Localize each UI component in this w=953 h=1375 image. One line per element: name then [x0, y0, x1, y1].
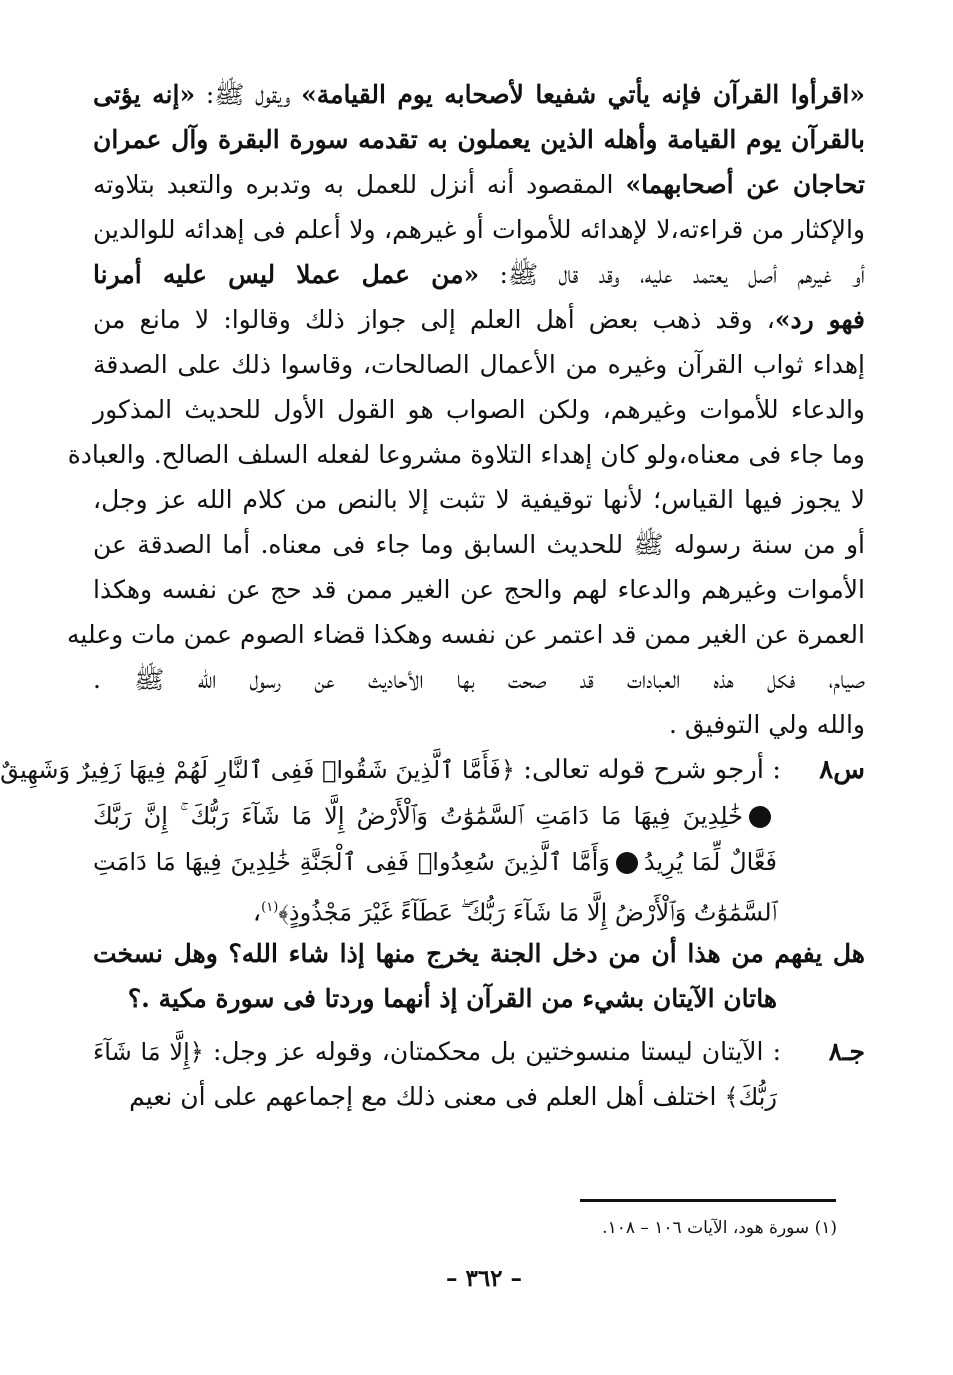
hadith-text: بالقرآن يوم القيامة وأهله الذين يعملون به تقدمه سورة البقرة وآل عمران — [93, 125, 865, 154]
verse-text: وَأَمَّا ٱلَّذِينَ سُعِدُوا۟ فَفِى ٱلْجَنَّةِ خَٰلِدِينَ فِيهَا مَا دَامَتِ — [93, 848, 610, 876]
body-text: والإكثار من قراءته،لا لإهدائه للأموات أو غيرهم، ولا أعلم فى إهدائه للوالدين — [93, 215, 865, 244]
verse-text: فَعَّالٌ لِّمَا يُرِيدُ — [643, 848, 777, 876]
body-text: أو من سنة رسوله ﷺ للحديث السابق وما جاء فى معناه. أما الصدقة عن — [93, 530, 865, 559]
verse-text: خَٰلِدِينَ فِيهَا مَا دَامَتِ ٱلسَّمَٰوَٰتُ وَٱلْأَرْضُ إِلَّا مَا شَآءَ رَبُّكَ ۚ إِنَّ رَبَّكَ — [93, 802, 743, 830]
question-line — [0, 747, 865, 793]
body-line — [93, 342, 865, 387]
body-line — [93, 567, 865, 612]
body-line — [93, 522, 865, 567]
body-line — [93, 207, 865, 252]
body-text: إهداء ثواب القرآن وغيره من الأعمال الصالحات، وقاسوا ذلك على الصدقة — [93, 350, 866, 379]
question-block — [0, 747, 865, 1021]
answer-line — [93, 1074, 865, 1119]
page-number: – ٣٦٢ – — [445, 1265, 523, 1292]
body-text: الأموات وغيرهم والدعاء لهم والحج عن الغير ممن قد حج عن نفسه وهكذا — [93, 575, 865, 604]
body-line — [93, 387, 865, 432]
body-text: وما جاء فى معناه،ولو كان إهداء التلاوة مشروعا لفعله السلف الصالح. والعبادة — [67, 440, 865, 469]
body-text: لا يجوز فيها القياس؛ لأنها توقيفية لا تثبت إلا بالنص من كلام الله عز وجل، — [93, 485, 865, 514]
fatwa-text — [67, 72, 866, 747]
page-body — [0, 72, 866, 1119]
hadith-text: «إنه يؤتى — [93, 80, 196, 109]
answer-line — [93, 1029, 865, 1074]
body-line — [93, 702, 865, 747]
question-label: س٨ — [819, 755, 865, 785]
body-text: والدعاء للأموات وغيرهم، ولكن الصواب هو القول الأول للحديث المذكور — [93, 395, 865, 424]
footnote-divider — [580, 1199, 836, 1202]
question-followup-text: هل يفهم من هذا أن من دخل الجنة يخرج منها إذا شاء الله؟ وهل نسخت — [93, 939, 865, 968]
question-intro: : أرجو شرح قوله تعالى: — [514, 755, 781, 785]
body-text: ويقول ﷺ: — [195, 80, 302, 109]
hadith-text: «اقرأوا القرآن فإنه يأتي شفيعا لأصحابه يوم القيامة» — [301, 80, 865, 109]
verse-text: ٱلسَّمَٰوَٰتُ وَٱلْأَرْضُ إِلَّا مَا شَآءَ رَبُّكَ ۖ عَطَآءً غَيْرَ مَجْذُوذٍ﴾ — [278, 898, 777, 927]
verse-line — [93, 839, 865, 885]
question-followup-text: هاتان الآيتان بشيء من القرآن إذ أنهما وردتا فى سورة مكية .؟ — [127, 984, 777, 1013]
body-line — [93, 72, 865, 117]
hadith-text: فهو رد» — [774, 305, 865, 334]
body-text: صيام، فكل هذه العبادات قد صحت بها الأحاديث عن رسول الله ﷺ . — [93, 665, 865, 694]
body-line — [93, 297, 865, 342]
body-line — [93, 117, 865, 162]
verse-text: رَبُّكَ﴾ — [724, 1083, 777, 1111]
body-text: العمرة عن الغير ممن قد اعتمر عن نفسه وهكذا قضاء الصوم عمن مات وعليه — [67, 620, 865, 649]
body-line — [67, 432, 865, 477]
verse-line — [93, 793, 865, 839]
hadith-text: «من عمل عملا ليس عليه أمرنا — [93, 260, 480, 289]
ayah-separator-icon — [749, 806, 771, 828]
answer-text: اختلف أهل العلم فى معنى ذلك مع إجماعهم على أن نعيم — [129, 1082, 725, 1111]
verse-line — [93, 885, 865, 931]
spacer — [93, 1021, 865, 1029]
answer-block — [93, 1029, 865, 1119]
verse-text: ﴿فَأَمَّا ٱلَّذِينَ شَقُوا۟ فَفِى ٱلنَّارِ لَهُمْ فِيهَا زَفِيرٌ وَشَهِيقٌ — [0, 756, 515, 784]
body-text: والله ولي التوفيق . — [669, 710, 865, 739]
verse-text: ﴿إِلَّا مَا شَآءَ — [93, 1038, 204, 1066]
body-line — [93, 477, 865, 522]
verse-tail: ، — [252, 897, 262, 928]
footnote: (١) سورة هود، الآيات ١٠٦ – ١٠٨. — [602, 1218, 837, 1238]
question-followup — [93, 976, 865, 1021]
question-followup — [93, 931, 865, 976]
body-line — [93, 162, 865, 207]
answer-intro: : الآيتان ليستا منسوختين بل محكمتان، وقوله عز وجل: — [203, 1037, 781, 1066]
body-text: أو غيرهم أصل يعتمد عليه، وقد قال ﷺ: — [479, 260, 865, 289]
hadith-text: تحاجان عن أصحابهما» — [625, 170, 865, 199]
body-line — [93, 252, 865, 297]
ayah-separator-icon — [616, 852, 638, 874]
footnote-ref: (١) — [261, 900, 279, 915]
body-line — [93, 657, 865, 702]
body-text: ، وقد ذهب بعض أهل العلم إلى جواز ذلك وقالوا: لا مانع من — [93, 305, 775, 334]
body-line — [67, 612, 865, 657]
answer-label: جـ٨ — [828, 1037, 865, 1066]
body-text: المقصود أنه أنزل للعمل به وتدبره والتعبد بتلاوته — [93, 170, 626, 199]
